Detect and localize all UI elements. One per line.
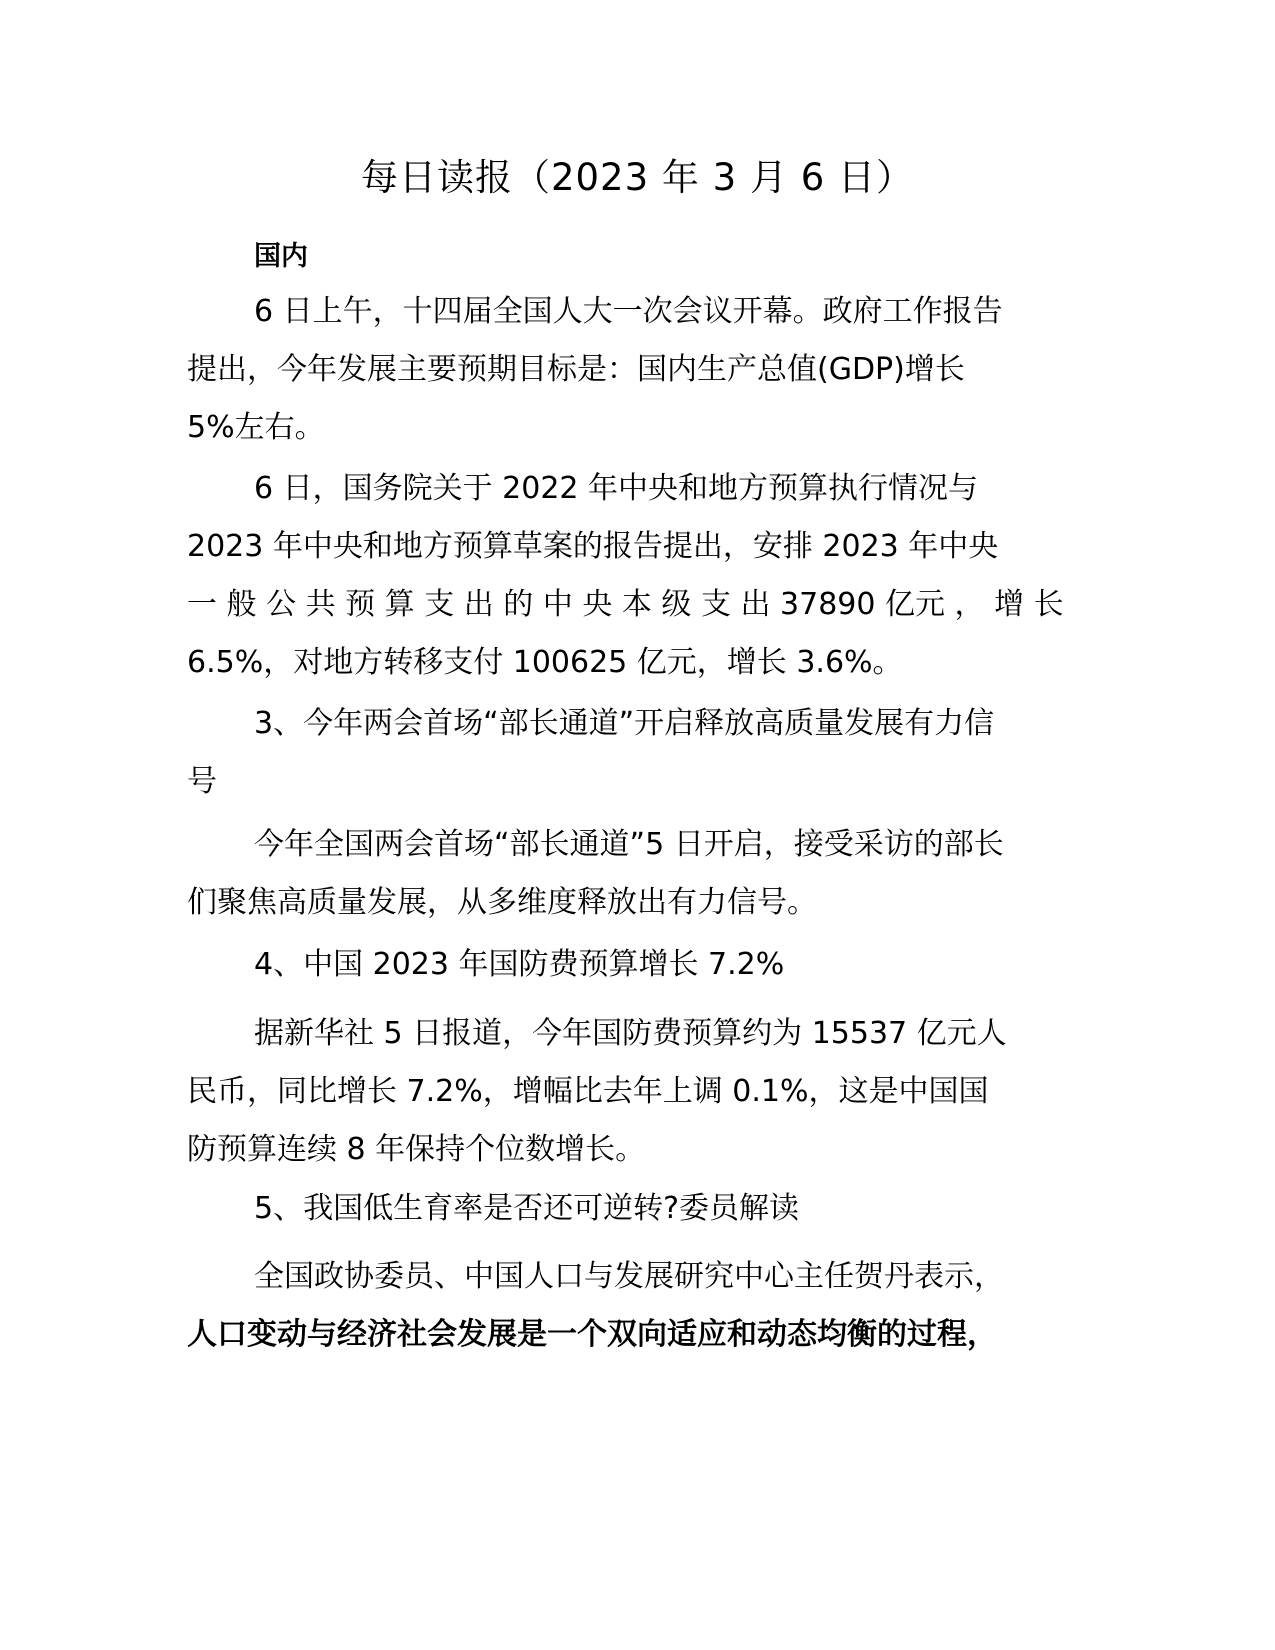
text-line: 今年全国两会首场“部长通道”5 日开启，接受采访的部长 [254, 827, 1004, 862]
news-item-3-heading [187, 695, 1087, 811]
text-line: 号 [187, 764, 217, 799]
text-line: 6 日上午，十四届全国人大一次会议开幕。政府工作报告 [254, 294, 1003, 329]
text-line: 据新华社 5 日报道，今年国防费预算约为 15537 亿元人 [254, 1016, 1007, 1051]
text-line: 4、中国 2023 年国防费预算增长 7.2% [254, 947, 785, 982]
page-title: 每日读报（2023 年 3 月 6 日） [360, 156, 915, 199]
text-line: 6 日，国务院关于 2022 年中央和地方预算执行情况与 [254, 471, 979, 506]
news-item-3-body [187, 816, 1087, 932]
text-line: 5、我国低生育率是否还可逆转?委员解读 [254, 1191, 800, 1226]
text-line: 2023 年中央和地方预算草案的报告提出，安排 2023 年中央 [187, 529, 999, 564]
text-line: 提出，今年发展主要预期目标是：国内生产总值(GDP)增长 [187, 352, 965, 387]
text-line: 全国政协委员、中国人口与发展研究中心主任贺丹表示， [254, 1259, 1004, 1294]
text-line: 3、今年两会首场“部长通道”开启释放高质量发展有力信 [254, 706, 995, 741]
text-line: 防预算连续 8 年保持个位数增长。 [187, 1132, 646, 1167]
section-heading: 国内 [254, 241, 308, 272]
news-item-5-body [187, 1248, 1087, 1364]
text-line: 人口变动与经济社会发展是一个双向适应和动态均衡的过程， [187, 1317, 997, 1352]
news-item-4-body [187, 1005, 1087, 1179]
text-line: 们聚焦高质量发展，从多维度释放出有力信号。 [187, 885, 817, 920]
news-item-5-heading [187, 1180, 1087, 1238]
news-item-4-heading [187, 936, 1087, 994]
text-line: 5%左右。 [187, 410, 325, 445]
text-line: 一 般 公 共 预 算 支 出 的 中 央 本 级 支 出 37890 亿元 ， 增 长 [187, 587, 1064, 622]
text-line: 6.5%，对地方转移支付 100625 亿元，增长 3.6%。 [187, 645, 903, 680]
paragraph-gov-report [187, 283, 1087, 457]
paragraph-budget-report [187, 460, 1087, 692]
text-line: 民币，同比增长 7.2%，增幅比去年上调 0.1%，这是中国国 [187, 1074, 989, 1109]
